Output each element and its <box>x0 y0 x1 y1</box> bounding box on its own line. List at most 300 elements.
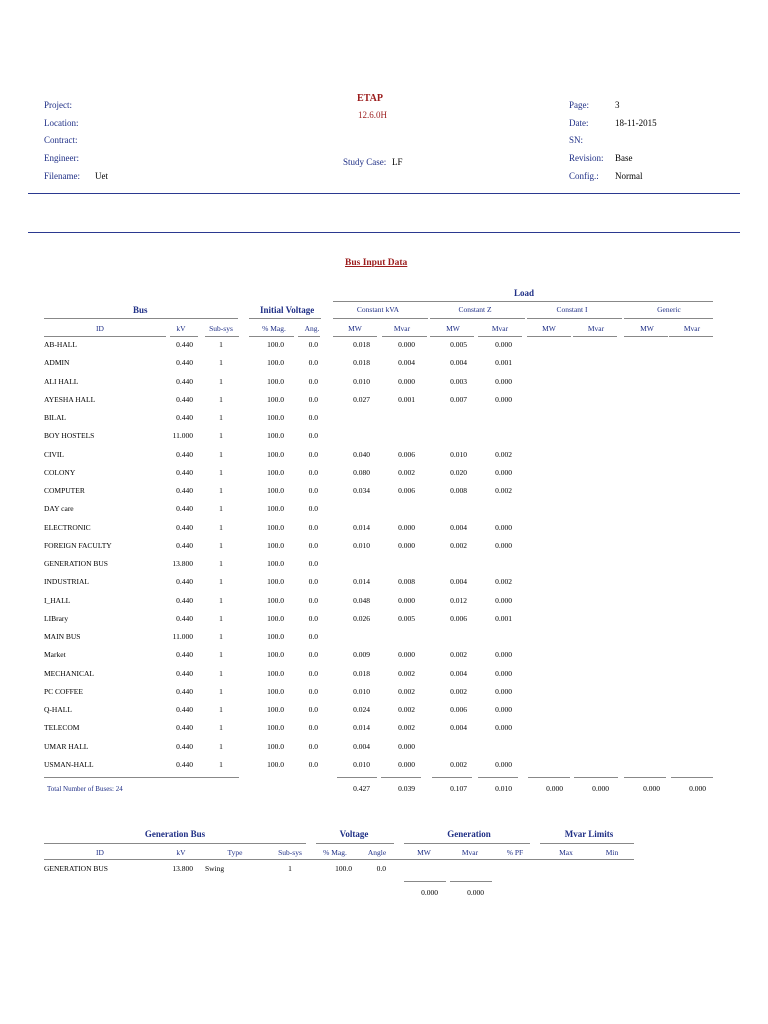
load-subgroup-rule <box>527 318 622 319</box>
load-subgroup-header: Constant I <box>556 305 588 314</box>
table-cell: 0.000 <box>398 340 415 349</box>
gen-column-header: Type <box>227 848 243 857</box>
totals-rule <box>574 777 618 778</box>
load-subgroup-rule <box>624 318 713 319</box>
table-cell: 100.0 <box>267 650 284 660</box>
bus-id: UMAR HALL <box>44 741 89 751</box>
table-cell: 0.440 <box>176 613 193 623</box>
table-cell: 1 <box>219 449 223 459</box>
table-cell: 0.440 <box>176 705 193 714</box>
header-field-label: SN: <box>569 135 584 146</box>
table-cell: 1 <box>219 413 223 422</box>
table-cell: 1 <box>219 723 223 733</box>
study-case-label: Study Case: <box>343 157 387 167</box>
table-cell: 100.0 <box>267 504 284 514</box>
column-header: ID <box>96 324 104 333</box>
table-cell: 0.018 <box>353 668 370 678</box>
totals-rule <box>432 777 472 778</box>
bus-id: USMAN-HALL <box>44 759 94 769</box>
column-header-rule <box>624 336 668 337</box>
table-cell: 0.009 <box>353 650 370 660</box>
table-cell: 0.440 <box>176 376 193 386</box>
table-cell: 0.004 <box>398 358 415 368</box>
table-cell: 0.000 <box>398 650 415 660</box>
gen-cell: 0.0 <box>376 864 386 873</box>
table-cell: 1 <box>219 431 223 441</box>
gen-totals-rule <box>450 881 492 882</box>
table-cell: 0.000 <box>495 522 512 532</box>
header-field-value: 3 <box>615 100 620 110</box>
bus-id: AB-HALL <box>44 340 77 349</box>
table-cell: 0.005 <box>450 340 467 349</box>
table-cell: 0.0 <box>308 632 318 641</box>
table-cell: 1 <box>219 595 223 605</box>
table-cell: 0.0 <box>308 449 318 459</box>
table-cell: 0.014 <box>353 522 370 532</box>
table-cell: 0.000 <box>398 376 415 386</box>
initial-voltage-header: Initial Voltage <box>260 305 315 315</box>
total-value: 0.427 <box>353 784 370 793</box>
table-cell: 0.001 <box>495 358 512 368</box>
table-cell: 0.440 <box>176 394 193 404</box>
bus-id: Market <box>44 650 66 660</box>
gen-group-rule <box>316 843 394 844</box>
header-field-label: Date: <box>569 117 589 128</box>
gen-total-value: 0.000 <box>467 888 484 897</box>
table-cell: 100.0 <box>267 467 284 477</box>
initial-voltage-rule <box>249 318 321 319</box>
bus-id: LIBrary <box>44 613 69 623</box>
table-cell: 0.0 <box>308 705 318 714</box>
table-cell: 0.006 <box>450 613 467 623</box>
column-header: Mvar <box>587 324 605 333</box>
table-cell: 0.440 <box>176 413 193 422</box>
header-field-label: Contract: <box>44 135 78 146</box>
column-header: Ang. <box>304 324 320 333</box>
table-cell: 0.440 <box>176 449 193 459</box>
table-cell: 0.024 <box>353 705 370 714</box>
table-cell: 100.0 <box>267 358 284 368</box>
table-cell: 0.0 <box>308 540 318 550</box>
table-cell: 1 <box>219 540 223 550</box>
table-cell: 0.002 <box>398 668 415 678</box>
header-field-label: Location: <box>44 117 79 128</box>
table-cell: 0.007 <box>450 394 467 404</box>
table-cell: 0.0 <box>308 431 318 441</box>
table-cell: 100.0 <box>267 632 284 641</box>
table-cell: 100.0 <box>267 340 284 349</box>
header-field-label: Project: <box>44 100 72 110</box>
table-cell: 0.0 <box>308 741 318 751</box>
table-cell: 0.001 <box>495 613 512 623</box>
table-cell: 0.080 <box>353 467 370 477</box>
table-cell: 0.000 <box>495 467 512 477</box>
bus-id: I_HALL <box>44 595 71 605</box>
table-cell: 100.0 <box>267 559 284 568</box>
table-cell: 1 <box>219 394 223 404</box>
header-divider-top <box>28 193 740 194</box>
table-cell: 0.000 <box>398 741 415 751</box>
table-cell: 0.0 <box>308 522 318 532</box>
table-cell: 0.004 <box>450 522 467 532</box>
table-cell: 100.0 <box>267 668 284 678</box>
gen-cell: 13.800 <box>172 864 193 873</box>
table-cell: 0.004 <box>450 358 467 368</box>
table-cell: 0.002 <box>450 686 467 696</box>
column-header-rule <box>333 336 377 337</box>
bus-id: INDUSTRIAL <box>44 577 89 587</box>
table-cell: 0.010 <box>353 686 370 696</box>
column-header: MW <box>446 324 460 333</box>
table-cell: 0.004 <box>450 668 467 678</box>
table-cell: 0.440 <box>176 504 193 514</box>
bus-id: PC COFFEE <box>44 686 83 696</box>
table-cell: 100.0 <box>267 577 284 587</box>
column-header: MW <box>542 324 556 333</box>
header-field-value: 18-11-2015 <box>615 117 657 128</box>
bus-id: ELECTRONIC <box>44 522 91 532</box>
table-cell: 1 <box>219 577 223 587</box>
table-cell: 0.0 <box>308 486 318 495</box>
bus-group-rule <box>44 318 238 319</box>
table-cell: 0.440 <box>176 595 193 605</box>
table-cell: 0.440 <box>176 358 193 368</box>
total-value: 0.107 <box>450 784 467 793</box>
table-cell: 0.002 <box>450 759 467 769</box>
gen-column-header: % PF <box>506 848 524 857</box>
bus-id: ADMIN <box>44 358 70 368</box>
total-value: 0.000 <box>643 784 660 793</box>
table-cell: 11.000 <box>172 632 193 641</box>
table-cell: 0.002 <box>398 705 415 714</box>
table-cell: 0.002 <box>450 650 467 660</box>
table-cell: 0.018 <box>353 358 370 368</box>
table-cell: 0.000 <box>495 340 512 349</box>
totals-rule <box>671 777 713 778</box>
load-group-header: Load <box>514 288 535 298</box>
table-cell: 1 <box>219 376 223 386</box>
table-cell: 0.006 <box>398 449 415 459</box>
table-cell: 0.034 <box>353 486 370 495</box>
table-cell: 0.0 <box>308 723 318 733</box>
bus-id: AYESHA HALL <box>44 394 96 404</box>
table-cell: 1 <box>219 522 223 532</box>
table-cell: 100.0 <box>267 376 284 386</box>
column-header-rule <box>573 336 617 337</box>
table-cell: 0.010 <box>353 759 370 769</box>
column-header-rule <box>430 336 474 337</box>
totals-rule <box>44 777 239 778</box>
table-cell: 100.0 <box>267 759 284 769</box>
table-cell: 0.440 <box>176 759 193 769</box>
table-cell: 0.027 <box>353 394 370 404</box>
table-cell: 0.440 <box>176 723 193 733</box>
header-field-label: Page: <box>569 100 589 110</box>
table-cell: 0.0 <box>308 376 318 386</box>
header-field-value: Normal <box>615 170 643 181</box>
table-cell: 0.440 <box>176 668 193 678</box>
table-cell: 0.018 <box>353 340 370 349</box>
table-cell: 1 <box>219 504 223 514</box>
gen-column-header: ID <box>96 848 104 857</box>
table-cell: 1 <box>219 741 223 751</box>
table-cell: 0.000 <box>495 759 512 769</box>
table-cell: 1 <box>219 668 223 678</box>
bus-id: CIVIL <box>44 449 64 459</box>
gen-group-rule <box>540 843 634 844</box>
table-cell: 100.0 <box>267 540 284 550</box>
table-cell: 0.000 <box>495 650 512 660</box>
table-cell: 0.440 <box>176 340 193 349</box>
table-cell: 0.026 <box>353 613 370 623</box>
table-cell: 0.008 <box>450 486 467 495</box>
bus-id: MECHANICAL <box>44 668 94 678</box>
table-cell: 0.0 <box>308 467 318 477</box>
bus-id: GENERATION BUS <box>44 559 108 568</box>
table-cell: 1 <box>219 650 223 660</box>
table-cell: 0.010 <box>450 449 467 459</box>
column-header-rule <box>669 336 713 337</box>
table-cell: 0.008 <box>398 577 415 587</box>
bus-id: BOY HOSTELS <box>44 431 95 441</box>
table-cell: 0.002 <box>495 486 512 495</box>
table-cell: 0.0 <box>308 686 318 696</box>
table-cell: 0.000 <box>398 595 415 605</box>
gen-column-header: MW <box>417 848 431 857</box>
gen-column-header: Min <box>605 848 619 857</box>
table-cell: 0.048 <box>353 595 370 605</box>
header-field-label: Revision: <box>569 153 604 164</box>
gen-cell: Swing <box>205 864 225 873</box>
table-cell: 0.0 <box>308 650 318 660</box>
bus-id: COLONY <box>44 467 76 477</box>
load-subgroup-rule <box>430 318 525 319</box>
bus-group-header: Bus <box>133 305 148 315</box>
table-cell: 100.0 <box>267 705 284 714</box>
gen-group-header: Mvar Limits <box>564 829 614 839</box>
table-cell: 100.0 <box>267 741 284 751</box>
load-subgroup-rule <box>333 318 428 319</box>
table-cell: 0.014 <box>353 723 370 733</box>
total-value: 0.000 <box>689 784 706 793</box>
table-cell: 0.000 <box>495 686 512 696</box>
table-cell: 0.006 <box>398 486 415 495</box>
table-cell: 0.000 <box>398 540 415 550</box>
table-cell: 0.014 <box>353 577 370 587</box>
totals-rule <box>528 777 570 778</box>
table-cell: 0.0 <box>308 358 318 368</box>
total-value: 0.039 <box>398 784 415 793</box>
table-cell: 1 <box>219 705 223 714</box>
app-name: ETAP <box>357 93 383 104</box>
table-cell: 0.0 <box>308 613 318 623</box>
table-cell: 1 <box>219 613 223 623</box>
table-cell: 1 <box>219 467 223 477</box>
totals-rule <box>381 777 421 778</box>
totals-rule <box>478 777 518 778</box>
bus-id: MAIN BUS <box>44 632 81 641</box>
table-cell: 0.000 <box>495 376 512 386</box>
column-header-rule <box>205 336 239 337</box>
table-cell: 0.012 <box>450 595 467 605</box>
table-cell: 0.002 <box>398 467 415 477</box>
study-case-value: LF <box>392 157 403 167</box>
table-cell: 1 <box>219 486 223 495</box>
table-cell: 0.000 <box>495 540 512 550</box>
totals-rule <box>624 777 666 778</box>
load-group-rule <box>333 301 713 302</box>
column-header: Sub-sys <box>209 324 233 333</box>
load-subgroup-header: Constant kVA <box>356 305 400 314</box>
total-value: 0.010 <box>495 784 512 793</box>
table-cell: 0.000 <box>495 705 512 714</box>
header-field-value: Base <box>615 153 633 164</box>
table-cell: 100.0 <box>267 723 284 733</box>
table-cell: 0.000 <box>495 723 512 733</box>
table-cell: 100.0 <box>267 486 284 495</box>
table-cell: 0.440 <box>176 486 193 495</box>
table-cell: 0.002 <box>398 686 415 696</box>
header-field-label: Filename: <box>44 170 80 181</box>
column-header: % Mag. <box>262 324 286 333</box>
table-cell: 0.004 <box>450 577 467 587</box>
table-cell: 0.010 <box>353 376 370 386</box>
app-version: 12.6.0H <box>358 110 387 120</box>
header-divider-bottom <box>28 232 740 233</box>
table-cell: 0.003 <box>450 376 467 386</box>
table-cell: 0.000 <box>495 668 512 678</box>
gen-column-header: Angle <box>367 848 387 857</box>
table-cell: 0.440 <box>176 577 193 587</box>
table-cell: 100.0 <box>267 522 284 532</box>
column-header: Mvar <box>393 324 411 333</box>
table-cell: 0.005 <box>398 613 415 623</box>
table-cell: 0.0 <box>308 668 318 678</box>
table-cell: 0.440 <box>176 467 193 477</box>
gen-group-header: Generation <box>447 829 491 839</box>
section-title: Bus Input Data <box>345 258 408 268</box>
table-cell: 0.0 <box>308 595 318 605</box>
bus-id: COMPUTER <box>44 486 85 495</box>
header-field-label: Config.: <box>569 170 599 181</box>
gen-total-value: 0.000 <box>421 888 438 897</box>
table-cell: 0.000 <box>495 595 512 605</box>
table-cell: 1 <box>219 686 223 696</box>
total-value: 0.000 <box>546 784 563 793</box>
table-cell: 0.440 <box>176 741 193 751</box>
table-cell: 0.0 <box>308 504 318 514</box>
table-cell: 0.0 <box>308 413 318 422</box>
gen-group-rule <box>44 843 306 844</box>
column-header-rule <box>298 336 320 337</box>
table-cell: 0.440 <box>176 522 193 532</box>
table-cell: 11.000 <box>172 431 193 441</box>
table-cell: 0.002 <box>495 577 512 587</box>
column-header-rule <box>478 336 522 337</box>
column-header: MW <box>348 324 362 333</box>
table-cell: 0.006 <box>450 705 467 714</box>
gen-column-header: Mvar <box>461 848 479 857</box>
table-cell: 0.0 <box>308 759 318 769</box>
column-header: Mvar <box>683 324 701 333</box>
bus-id: BILAL <box>44 413 67 422</box>
column-header-rule <box>44 336 166 337</box>
bus-id: TELECOM <box>44 723 80 733</box>
column-header-rule <box>249 336 294 337</box>
total-buses-label: Total Number of Buses: 24 <box>47 785 123 793</box>
load-subgroup-header: Generic <box>657 305 681 314</box>
table-cell: 100.0 <box>267 394 284 404</box>
totals-rule <box>337 777 377 778</box>
table-cell: 0.004 <box>353 741 370 751</box>
table-cell: 100.0 <box>267 686 284 696</box>
column-header: kV <box>176 324 186 333</box>
table-cell: 13.800 <box>172 559 193 568</box>
gen-column-header: kV <box>176 848 186 857</box>
table-cell: 100.0 <box>267 613 284 623</box>
table-cell: 0.004 <box>450 723 467 733</box>
bus-id: FOREIGN FACULTY <box>44 540 112 550</box>
table-cell: 0.0 <box>308 340 318 349</box>
table-cell: 0.0 <box>308 559 318 568</box>
table-cell: 100.0 <box>267 449 284 459</box>
gen-column-header: Max <box>559 848 573 857</box>
table-cell: 1 <box>219 340 223 349</box>
column-header: MW <box>640 324 654 333</box>
bus-id: DAY care <box>44 504 74 514</box>
table-cell: 0.440 <box>176 650 193 660</box>
table-cell: 0.000 <box>398 759 415 769</box>
bus-id: ALI HALL <box>44 376 79 386</box>
gen-column-header: % Mag. <box>323 848 347 857</box>
table-cell: 0.000 <box>495 394 512 404</box>
column-header-rule <box>527 336 571 337</box>
column-header-rule <box>170 336 198 337</box>
gen-group-header: Voltage <box>339 829 369 839</box>
bus-id: Q-HALL <box>44 705 72 714</box>
table-cell: 1 <box>219 759 223 769</box>
gen-totals-rule <box>404 881 446 882</box>
table-cell: 0.040 <box>353 449 370 459</box>
table-cell: 0.020 <box>450 467 467 477</box>
column-header: Mvar <box>491 324 509 333</box>
table-cell: 1 <box>219 632 223 641</box>
table-cell: 0.440 <box>176 686 193 696</box>
table-cell: 0.000 <box>398 522 415 532</box>
gen-cell: 100.0 <box>335 864 352 873</box>
gen-cell: 1 <box>288 864 292 873</box>
table-cell: 0.440 <box>176 540 193 550</box>
table-cell: 0.001 <box>398 394 415 404</box>
total-value: 0.000 <box>592 784 609 793</box>
gen-column-rule <box>44 859 634 860</box>
gen-column-header: Sub-sys <box>278 848 302 857</box>
table-cell: 1 <box>219 358 223 368</box>
table-cell: 0.0 <box>308 394 318 404</box>
table-cell: 100.0 <box>267 431 284 441</box>
table-cell: 1 <box>219 559 223 568</box>
table-cell: 0.0 <box>308 577 318 587</box>
table-cell: 0.002 <box>450 540 467 550</box>
load-subgroup-header: Constant Z <box>458 305 492 314</box>
table-cell: 0.002 <box>398 723 415 733</box>
gen-group-rule <box>404 843 530 844</box>
column-header-rule <box>382 336 427 337</box>
header-field-value: Uet <box>95 170 108 181</box>
table-cell: 0.010 <box>353 540 370 550</box>
header-field-label: Engineer: <box>44 153 79 164</box>
table-cell: 100.0 <box>267 413 284 422</box>
